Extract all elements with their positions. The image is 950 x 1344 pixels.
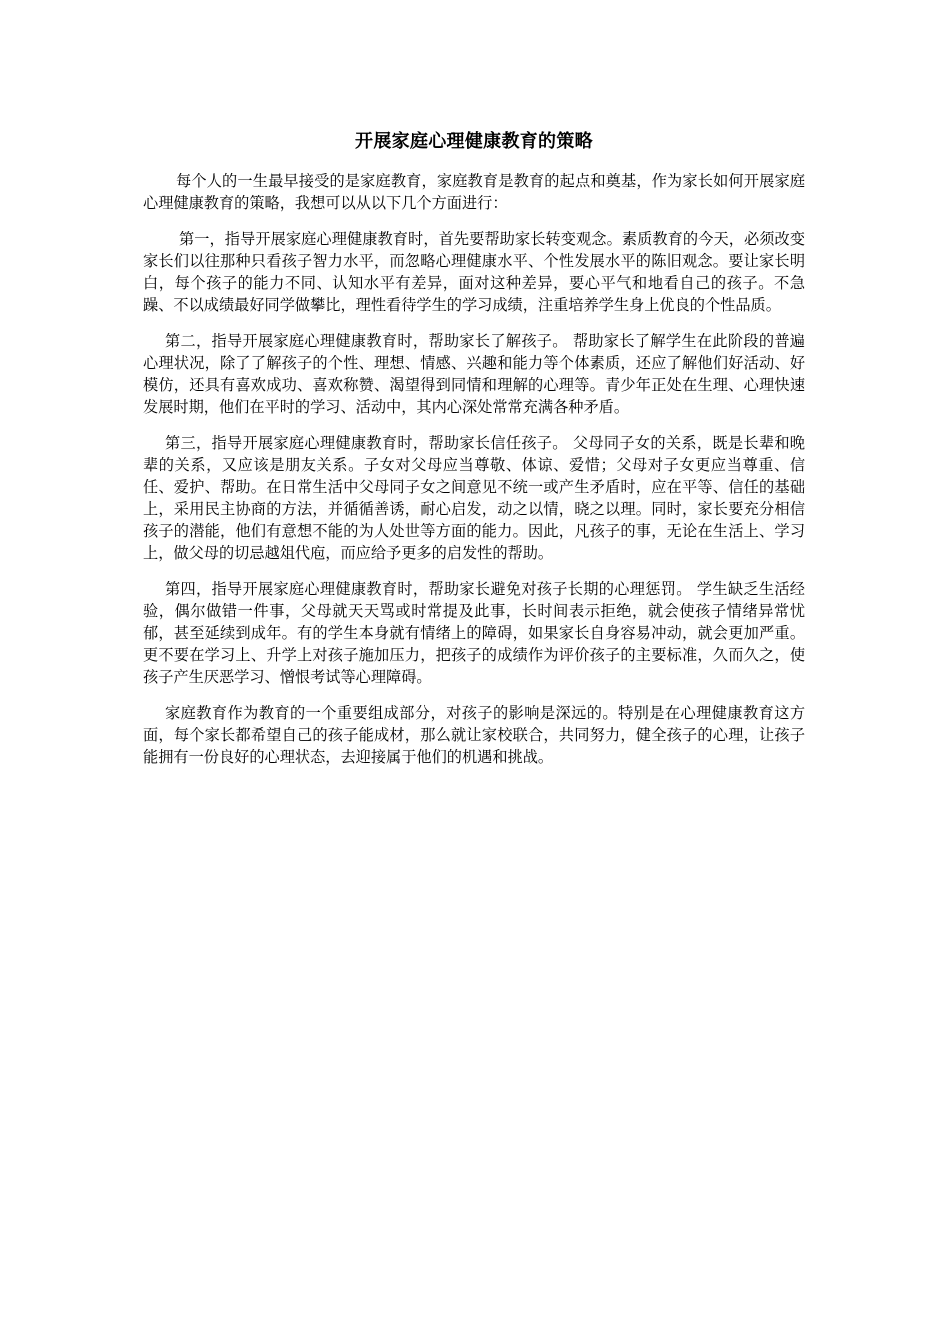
paragraph-first-strategy: 第一，指导开展家庭心理健康教育时，首先要帮助家长转变观念。素质教育的今天，必须改变家长们以往那种只看孩子智力水平，而忽略心理健康水平、个性发展水平的陈旧观念。要让家长明白，每个孩子的能力不同、认知水平有差异，面对这种差异，要心平气和地看自己的孩子。不急躁、不以成绩最好同学做攀比，理性看待学生的学习成绩，注重培养学生身上优良的个性品质。 (143, 230, 805, 314)
document-title: 开展家庭心理健康教育的策略 (355, 131, 593, 152)
paragraph-fourth-strategy: 第四，指导开展家庭心理健康教育时，帮助家长避免对孩子长期的心理惩罚。 学生缺乏生活经验，偶尔做错一件事，父母就天天骂或时常提及此事，长时间表示拒绝，就会使孩子情绪异常忧郁，甚至延续到成年。有的学生本身就有情绪上的障碍，如果家长自身容易冲动，就会更加严重。更不要在学习上、升学上对孩子施加压力，把孩子的成绩作为评价孩子的主要标准，久而久之，使孩子产生厌恶学习、憎恨考试等心理障碍。 (143, 580, 805, 686)
paragraph-intro: 每个人的一生最早接受的是家庭教育，家庭教育是教育的起点和奠基，作为家长如何开展家庭心理健康教育的策略，我想可以从以下几个方面进行： (143, 172, 805, 212)
paragraph-second-strategy: 第二，指导开展家庭心理健康教育时，帮助家长了解孩子。 帮助家长了解学生在此阶段的普遍心理状况，除了了解孩子的个性、理想、情感、兴趣和能力等个体素质，还应了解他们好活动、好模仿，还具有喜欢成功、喜欢称赞、渴望得到同情和理解的心理等。青少年正处在生理、心理快速发展时期，他们在平时的学习、活动中，其内心深处常常充满各种矛盾。 (143, 332, 805, 416)
paragraph-third-strategy: 第三，指导开展家庭心理健康教育时，帮助家长信任孩子。 父母同子女的关系，既是长辈和晚辈的关系，又应该是朋友关系。子女对父母应当尊敬、体谅、爱惜；父母对子女更应当尊重、信任、爱护、帮助。在日常生活中父母同子女之间意见不统一或产生矛盾时，应在平等、信任的基础上，采用民主协商的方法，并循循善诱，耐心启发，动之以情，晓之以理。同时，家长要充分相信孩子的潜能，他们有意想不能的为人处世等方面的能力。因此，凡孩子的事，无论在生活上、学习上，做父母的切忌越俎代庖，而应给予更多的启发性的帮助。 (143, 434, 805, 562)
paragraph-conclusion: 家庭教育作为教育的一个重要组成部分，对孩子的影响是深远的。特别是在心理健康教育这方面，每个家长都希望自己的孩子能成材，那么就让家校联合，共同努力，健全孩子的心理，让孩子能拥有一份良好的心理状态，去迎接属于他们的机遇和挑战。 (143, 704, 805, 766)
document-page (143, 128, 805, 782)
